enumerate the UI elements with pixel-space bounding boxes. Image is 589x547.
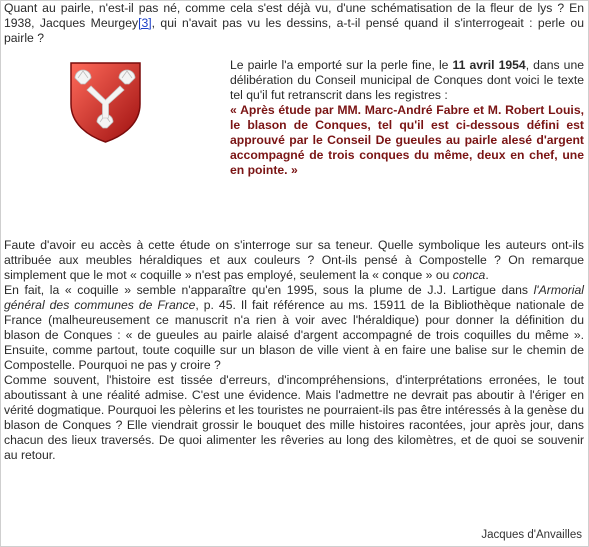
decision-text-end: , dans une délibération du Conseil municipal de Conques dont voici le texte tel qu'il fut retranscrit dans les registres :	[230, 58, 584, 102]
p2-italic: l'Armorial général des communes de France	[4, 283, 584, 312]
footnote-link[interactable]: [3]	[138, 16, 152, 30]
decision-date: 11 avril 1954	[452, 58, 526, 72]
intro-text: Quant au pairle, n'est-il pas né, comme cela s'est déjà vu, d'une schématisation de la fleur de lys ? En 1938, Jacques Meurgey	[4, 1, 584, 30]
p1-end: .	[485, 268, 489, 282]
p1-italic: conca	[452, 268, 486, 282]
author-signature: Jacques d'Anvailles	[481, 529, 582, 541]
intro-text-end: , qui n'avait pas vu les dessins, a-t-il pensé quand il s'interrogeait : perle ou pairle ?	[4, 16, 584, 45]
p2-text: En fait, la « coquille » semble n'apparaître qu'en 1995, sous la plume de J.J. Lartigue dans	[4, 283, 534, 297]
paragraph-2	[4, 283, 584, 373]
main-body	[4, 238, 584, 463]
decision-quote: « Après étude par MM. Marc-André Fabre et M. Robert Louis, le blason de Conques, tel qu'il est ci-dessous défini est approuvé par le Conseil De gueules au pairle alesé d'argent accompagné de trois conques du même, deux en chef, une en pointe. »	[230, 103, 584, 177]
intro-paragraph	[4, 1, 584, 46]
paragraph-1	[4, 238, 584, 283]
coat-of-arms-image	[67, 60, 144, 144]
p2-text-end: , p. 45. Il fait référence au ms. 15911 de la Bibliothèque nationale de France (malheureusement ce manuscrit n'a rien à voir avec l'héraldique) pour donner la définition du blason de Conques : « de gueules au pairle alaisé d'argent accompagné de trois coquilles du même ». Ensuite, comme partout, toute coquille sur un blason de ville vient à en faire une balise sur le chemin de Compostelle. Pourquoi ne pas y croire ?	[4, 298, 584, 372]
paragraph-3: Comme souvent, l'histoire est tissée d'erreurs, d'incompréhensions, d'interprétations erronées, le tout aboutissant à une réalité admise. C'est une évidence. Mais l'admettre ne devrait pas aboutir à l'ériger en vérité dogmatique. Pourquoi les pèlerins et les touristes ne pourraient-ils pas être intéressés à la genèse du blason de Conques ? Elle viendrait grossir le bouquet des mille histoires racontées, jour après jour, dans chacun des lieux traversés. De quoi alimenter les rêveries au long des kilomètres, et de quoi se souvenir au retour.	[4, 373, 584, 462]
p1-text: Faute d'avoir eu accès à cette étude on s'interroge sur sa teneur. Quelle symbolique les auteurs ont-ils attribuée aux meubles héraldiques et aux couleurs ? Ont-ils pensé à Compostelle ? On remarque simplement que le mot « coquille » n'est pas employé, seulement la « conque » ou	[4, 238, 584, 282]
decision-text: Le pairle l'a emporté sur la perle fine, le	[230, 58, 453, 72]
decision-paragraph	[230, 58, 584, 178]
